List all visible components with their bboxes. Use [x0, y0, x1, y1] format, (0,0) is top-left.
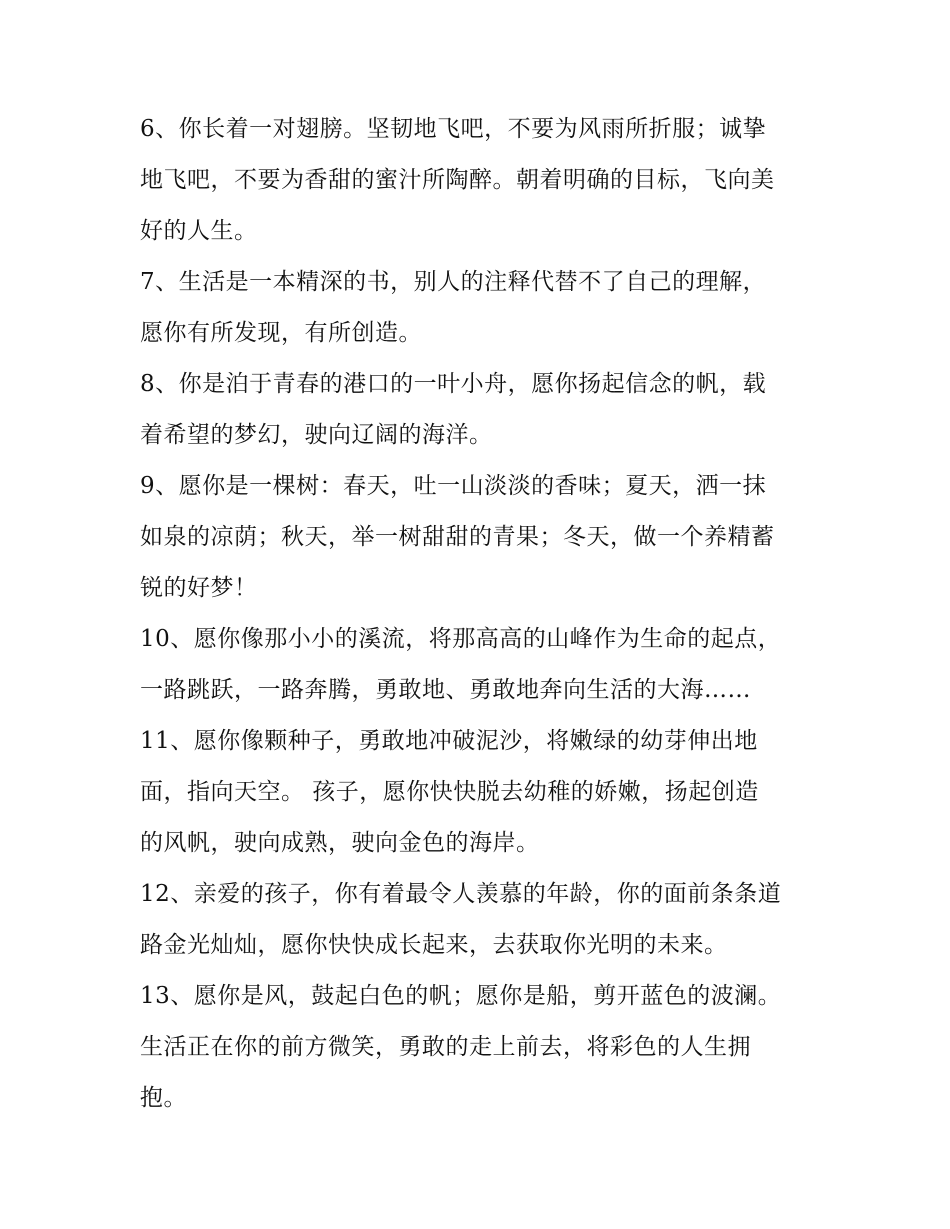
text-line: 13、愿你是风，鼓起白色的帆；愿你是船，剪开蓝色的波澜。 [140, 983, 782, 1009]
document-body [140, 104, 830, 1124]
text-line: 地飞吧，不要为香甜的蜜汁所陶醉。朝着明确的目标，飞向美 [140, 167, 775, 193]
text-line: 愿你有所发现，有所创造。 [140, 320, 422, 346]
text-line: 一路跳跃，一路奔腾，勇敢地、勇敢地奔向生活的大海…… [140, 677, 751, 703]
text-line: 如泉的凉荫；秋天，举一树甜甜的青果；冬天，做一个养精蓄 [140, 524, 775, 550]
text-line: 9、愿你是一棵树：春天，吐一山淡淡的香味；夏天，洒一抹 [140, 473, 767, 499]
text-line: 锐的好梦！ [140, 575, 258, 601]
text-line: 10、愿你像那小小的溪流，将那高高的山峰作为生命的起点， [140, 626, 782, 652]
text-line: 路金光灿灿，愿你快快成长起来，去获取你光明的未来。 [140, 932, 728, 958]
text-line: 面，指向天空。 孩子，愿你快快脱去幼稚的娇嫩，扬起创造 [140, 779, 759, 805]
text-line: 7、生活是一本精深的书，别人的注释代替不了自己的理解， [140, 269, 767, 295]
text-line: 8、你是泊于青春的港口的一叶小舟，愿你扬起信念的帆，载 [140, 371, 767, 397]
text-line: 11、愿你像颗种子，勇敢地冲破泥沙，将嫩绿的幼芽伸出地 [140, 728, 758, 754]
text-line: 着希望的梦幻，驶向辽阔的海洋。 [140, 422, 493, 448]
text-line: 好的人生。 [140, 218, 258, 244]
text-line: 的风帆，驶向成熟，驶向金色的海岸。 [140, 830, 540, 856]
text-line: 抱。 [140, 1085, 187, 1111]
text-line: 12、亲爱的孩子，你有着最令人羡慕的年龄，你的面前条条道 [140, 881, 782, 907]
text-line: 生活正在你的前方微笑，勇敢的走上前去，将彩色的人生拥 [140, 1034, 751, 1060]
text-line: 6、你长着一对翅膀。坚韧地飞吧，不要为风雨所折服；诚挚 [140, 116, 767, 142]
